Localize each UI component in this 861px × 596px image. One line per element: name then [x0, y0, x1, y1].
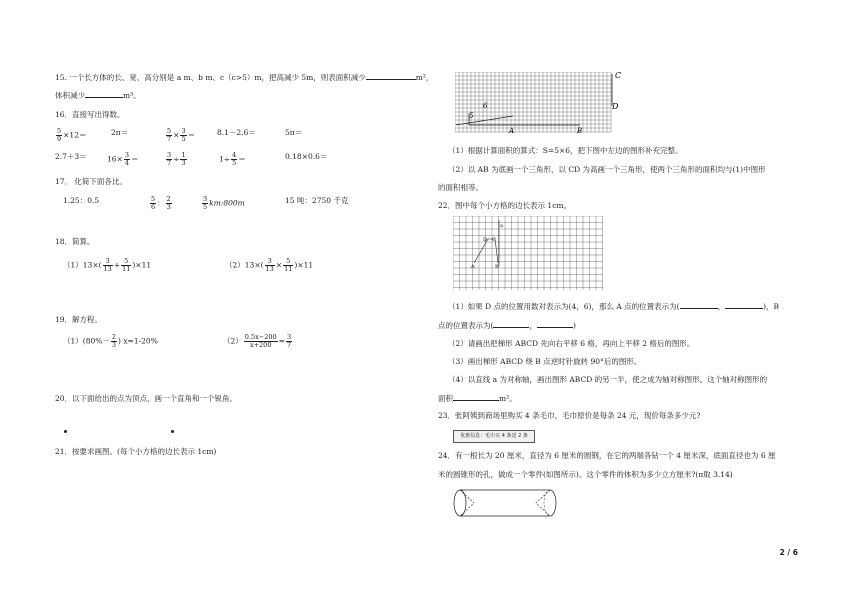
- label-a-axis: a: [500, 223, 503, 229]
- left-cone-hole: [460, 490, 474, 516]
- q15-blank-area[interactable]: [366, 79, 416, 80]
- q15-unit2: m³。: [123, 91, 141, 100]
- q22-part4-line1: （4）以直线 a 为对称轴，画出图形 ABCD 的另一半，使之成为轴对称图形。这个轴对称图形的: [448, 375, 768, 384]
- right-end-arc: [550, 490, 556, 516]
- q15-line2: [55, 91, 141, 101]
- q22-part2: （2）请画出把梯形 ABCD 先向右平移 6 格，再向上平移 2 格后的图形。: [448, 339, 695, 348]
- right-cone-hole: [536, 490, 550, 516]
- q22-part4-line2: 面积 m²。: [438, 394, 517, 403]
- q17-item4: 15 吨：2750 千克: [285, 196, 349, 205]
- q16-r2-c2: 16× $\frac{3}{4}$ ＝: [107, 151, 139, 167]
- answer-blank[interactable]: [537, 327, 573, 328]
- q21-title: 21．按要求画图。(每个小方格的边长表示 1cm): [55, 447, 217, 456]
- q15-line2-text: 体积减少: [55, 91, 85, 100]
- label-a: A: [509, 127, 515, 135]
- answer-blank[interactable]: [725, 308, 763, 309]
- q21-part1: （1）根据计算面积的算式：S=5×6，把下图中左边的图形补充完整。: [448, 146, 683, 155]
- fraction: $\frac{3}{5}$: [181, 127, 186, 143]
- q16-r2-c1: 2.7＋3＝: [55, 152, 87, 161]
- fraction: $\frac{0.5x-200}{x+200}$: [244, 333, 277, 349]
- vertex-dot[interactable]: [64, 430, 67, 433]
- q16-r1-c5: 5π＝: [285, 128, 303, 137]
- label-a: A: [471, 264, 475, 270]
- label-c: C: [492, 237, 496, 243]
- fraction: $\frac{5}{6}$: [151, 195, 156, 211]
- q21-part2-line1: （2）以 AB 为底画一个三角形，以 CD 为高画一个三角形，使两个三角形的面积均与(1)中图形: [448, 165, 766, 174]
- q22-grid-figure: [453, 216, 605, 292]
- q19-item2: （2） $\frac{0.5x-200}{x+200}$ = $\frac{3}{7}$: [223, 333, 292, 349]
- label-b: B: [495, 264, 499, 270]
- q17-item1: 1.25：0.5: [63, 196, 100, 205]
- q16-r2-c3: $\frac{3}{7}$ ÷ $\frac{1}{3}$: [167, 151, 186, 167]
- vertex-dot[interactable]: [171, 430, 174, 433]
- q17-item2: $\frac{5}{6}$ ： $\frac{2}{3}$: [151, 195, 171, 211]
- q24-part-figure: [452, 486, 562, 520]
- q20-title: 20．以下面给出的点为顶点，画一个直角和一个锐角。: [55, 394, 238, 403]
- q23-title: 23．张阿姨到商场里购买 4 条毛巾，毛巾原价是每条 24 元，现价每条多少元?: [438, 411, 701, 420]
- fraction: $\frac{3}{13}$: [103, 257, 112, 273]
- q22-part1-line2: 点的位置表示为( ， ): [438, 321, 576, 330]
- fraction: $\frac{5}{11}$: [122, 257, 131, 273]
- fraction: $\frac{1}{3}$: [181, 151, 186, 167]
- fraction: $\frac{3}{4}$: [124, 151, 129, 167]
- q22-title: 22．图中每个小方格的边长表示 1cm。: [438, 201, 572, 210]
- fraction: $\frac{3}{7}$: [286, 333, 292, 349]
- fraction: $\frac{4}{5}$: [232, 151, 237, 167]
- discount-notice: 优惠信息：毛巾买 4 条送 2 条: [453, 430, 535, 443]
- fraction: $\frac{5}{11}$: [284, 257, 293, 273]
- q16-r1-c4: 8.1－2.6＝: [217, 128, 256, 137]
- fraction: $\frac{2}{3}$: [111, 333, 117, 349]
- label-c: C: [615, 72, 622, 80]
- q16-r2-c4: 1÷ $\frac{4}{5}$ ＝: [219, 151, 246, 167]
- right-end-hidden-arc: [544, 490, 550, 516]
- q16-r2-c5: 0.18×0.6＝: [285, 152, 328, 161]
- fraction: $\frac{5}{9}$: [57, 127, 62, 143]
- figure-line: [456, 116, 513, 125]
- page-number: 2 / 6: [779, 548, 798, 557]
- q16-r1-c3: $\frac{5}{7}$ × $\frac{3}{5}$ ＝: [167, 127, 196, 143]
- label-6: 6: [483, 102, 488, 110]
- q16-r1-c1: $\frac{5}{9}$ ×12＝: [57, 127, 87, 143]
- q21-part2-line2: 的面积相等。: [438, 183, 483, 192]
- cylinder-body: [460, 490, 550, 516]
- q22-part1-line1: （1）如果 D 点的位置用数对表示为(4，6)，那么 A 点的位置表示为( ， )，B: [448, 302, 779, 311]
- answer-blank[interactable]: [493, 327, 529, 328]
- q19-item1: （1）(80%－ $\frac{2}{3}$ ) x=1-20%: [63, 333, 158, 349]
- q21-grid-figure: [455, 72, 625, 138]
- fraction: $\frac{5}{7}$: [167, 127, 172, 143]
- q15-unit1: m²，: [415, 73, 434, 82]
- q24-line1: 24．有一根长为 20 厘米，直径为 6 厘米的圆钢，在它的两端各钻一个 4 厘米深，底面直径也为 6 厘: [438, 451, 776, 460]
- fraction: $\frac{3}{7}$: [167, 151, 172, 167]
- q17-item3: $\frac{3}{5}$ km:800m: [203, 195, 245, 211]
- label-d: D: [483, 237, 488, 243]
- q16-title: 16．直接写出得数。: [55, 110, 125, 119]
- q19-title: 19．解方程。: [55, 315, 103, 324]
- q15-text: 15. 一个长方体的长、宽、高分别是 a m、b m、c（c>5）m，把高减少 5m，则表面积减少: [55, 73, 366, 82]
- q18-item2: （2）13×( $\frac{3}{13}$ × $\frac{5}{11}$ )×11: [225, 257, 314, 273]
- q15-blank-volume[interactable]: [85, 97, 123, 98]
- q24-line2: 米的圆锥形的孔，做成一个零件(如图所示)。这个零件的体积为多少立方厘米?(π取 3.14): [438, 470, 733, 479]
- fraction: $\frac{3}{5}$: [203, 195, 208, 211]
- fraction: $\frac{2}{3}$: [166, 195, 171, 211]
- label-d: D: [612, 102, 619, 111]
- q22-part3: （3）画出梯形 ABCD 绕 B 点逆时针旋转 90°后的图形。: [448, 357, 642, 366]
- q16-r1-c2: 2π＝: [111, 128, 129, 137]
- answer-blank[interactable]: [453, 400, 499, 401]
- q15-line1: [55, 73, 433, 83]
- q18-title: 18．简算。: [55, 237, 95, 246]
- q17-title: 17． 化简下面各比。: [55, 177, 127, 186]
- answer-blank[interactable]: [680, 308, 718, 309]
- q18-item1: （1）13×( $\frac{3}{13}$ + $\frac{5}{11}$ )×11: [63, 257, 152, 273]
- label-b: B: [577, 127, 583, 135]
- label-5: 5: [469, 112, 474, 120]
- fraction: $\frac{3}{13}$: [265, 257, 274, 273]
